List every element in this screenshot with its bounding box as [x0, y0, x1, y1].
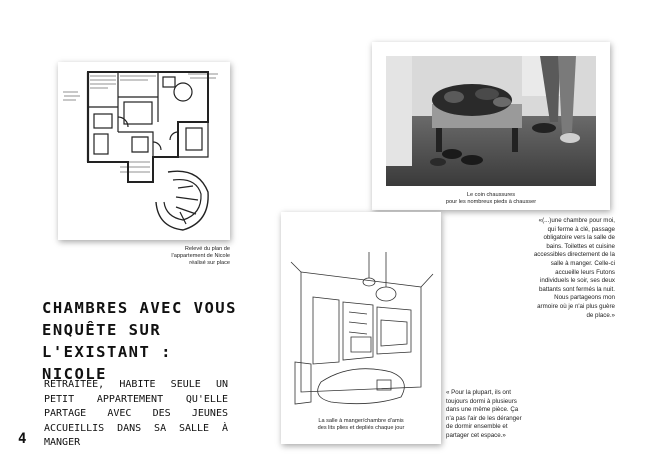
page-title	[42, 297, 242, 385]
dining-room-sketch	[281, 212, 441, 444]
shoes-photo-image	[372, 42, 610, 210]
page-title-line-2: ENQUÊTE SUR	[42, 321, 162, 339]
page-number: 4	[18, 431, 27, 447]
floor-plan-caption: Relevé du plan de l'appartement de Nicole réalisé sur place	[171, 246, 230, 266]
floor-plan-drawing	[58, 62, 230, 240]
shoes-photo-caption-line-1: Le coin chaussures	[466, 192, 516, 198]
dining-room-caption-line-1: La salle à manger/chambre d'amis	[318, 418, 404, 424]
shoes-photo-caption-line-2: pour les nombreux pieds à chausser	[445, 199, 537, 205]
dining-room-caption	[306, 418, 416, 432]
dining-room-caption-line-2: des lits plies et depliés chaque jour	[317, 425, 405, 431]
quote-nicole: «(...)une chambre pour moi, qui ferme à clé, passage obligatoire vers la salle de bains. Toilettes et cuisine accessibles directement de la salle à manger. Celle-ci accueille leurs Futons individuels le soir, ses deux battants sont fermés la nuit. Nous partageons mon armoire où je n'ai plus guère de place.»	[533, 217, 615, 319]
shoes-photo-caption	[420, 192, 562, 206]
floor-plan-sketch	[58, 62, 230, 240]
quote-guests: « Pour la plupart, ils ont toujours dormi à plusieurs dans une même pièce. Ça n'a pas l'air de les déranger de dormir ensemble et partager cet espace.»	[446, 389, 522, 439]
page-description: RETRAITÉE, HABITE SEULE UN PETIT APPARTEMENT QU'ELLE PARTAGE AVEC DES JEUNES ACCUEILLIS DANS SA SALLE À MANGER	[44, 379, 228, 448]
page-title-line-1: CHAMBRES AVEC VOUS	[42, 299, 237, 317]
shoes-photo	[372, 42, 610, 210]
dining-room-drawing	[281, 212, 441, 444]
page-title-line-3: L'EXISTANT : NICOLE	[42, 343, 172, 383]
